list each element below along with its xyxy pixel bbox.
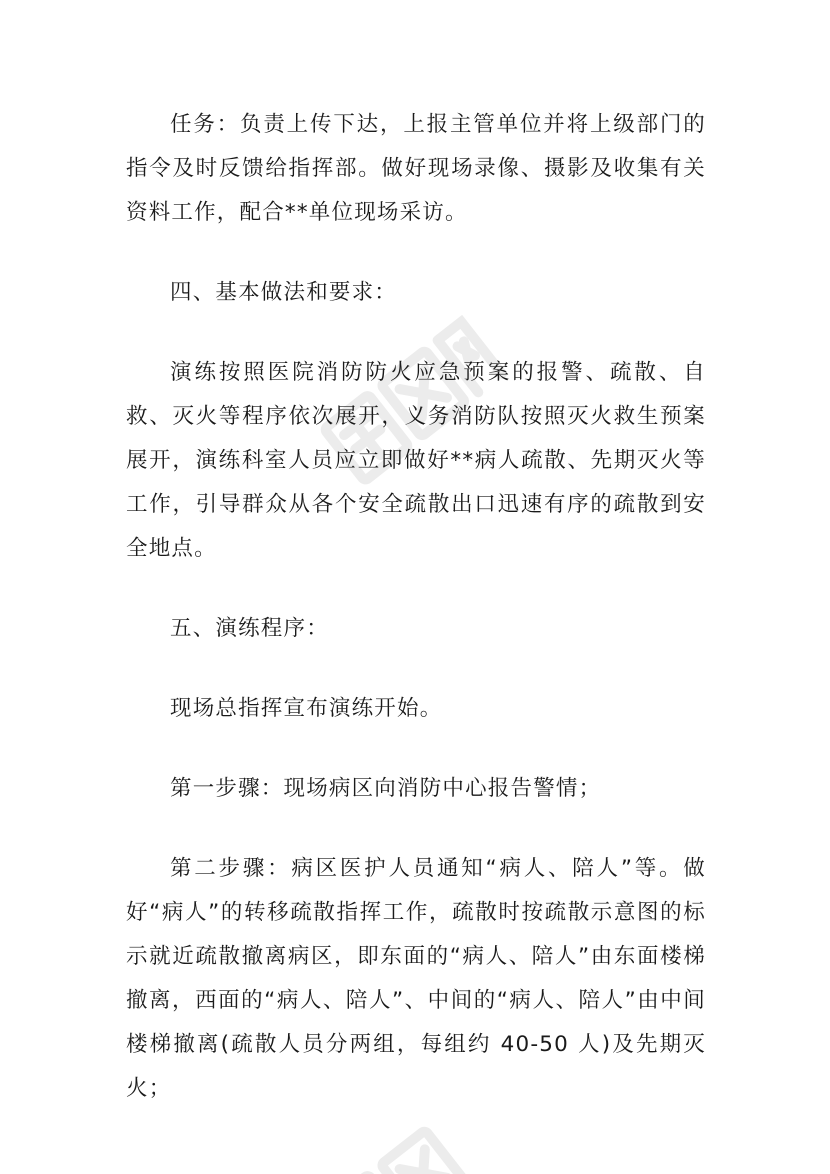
paragraph-step-one: 第一步骤：现场病区向消防中心报告警情；: [170, 776, 602, 801]
heading-drill-program: 五、演练程序：: [170, 616, 329, 641]
paragraph-drill-procedure: 演练按照医院消防防火应急预案的报警、疏散、自救、灭火等程序依次展开，义务消防队按照灭火救生预案展开，演练科室人员应立即做好**病人疏散、先期灭火等工作，引导群众从各个安全疏散出口迅速有序的疏散到安全地点。: [126, 360, 706, 561]
heading-basic-requirements: 四、基本做法和要求：: [170, 280, 398, 305]
paragraph-task: 任务：负责上传下达，上报主管单位并将上级部门的指令及时反馈给指挥部。做好现场录像、摄影及收集有关资料工作，配合**单位现场采访。: [126, 112, 706, 225]
document-body: [126, 103, 706, 1111]
paragraph-step-two: 第二步骤：病区医护人员通知“病人、陪人”等。做好“病人”的转移疏散指挥工作，疏散时按疏散示意图的标示就近疏散撤离病区，即东面的“病人、陪人”由东面楼梯撤离，西面的“病人、陪人”、中间的“病人、陪人”由中间楼梯撤离(疏散人员分两组，每组约 40-50 人)及先期灭火；: [126, 856, 706, 1101]
paragraph-drill-start: 现场总指挥宣布演练开始。: [170, 696, 443, 721]
